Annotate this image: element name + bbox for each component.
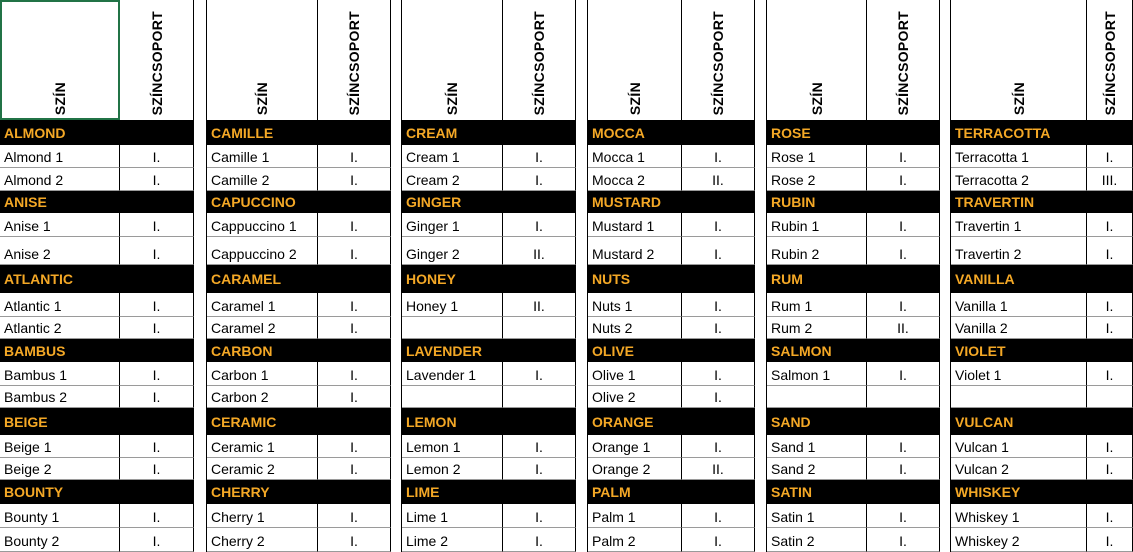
section-band[interactable]: CARBON — [207, 339, 391, 362]
header-group[interactable] — [318, 0, 391, 120]
section-band[interactable]: PALM — [588, 480, 755, 504]
color-name-cell[interactable]: Bounty 1 — [0, 504, 120, 528]
color-name-cell[interactable]: Sand 1 — [767, 435, 867, 458]
color-name-cell[interactable]: Olive 1 — [588, 362, 682, 386]
section-band[interactable]: BAMBUS — [0, 339, 194, 362]
color-group-cell[interactable]: I. — [318, 386, 391, 408]
section-band[interactable]: SATIN — [767, 480, 940, 504]
color-name-cell[interactable] — [402, 317, 503, 339]
section-band[interactable]: BOUNTY — [0, 480, 194, 504]
color-name-cell[interactable]: Almond 1 — [0, 145, 120, 168]
color-group-cell[interactable]: I. — [1087, 293, 1133, 317]
header-color-label: SZÍN — [1010, 81, 1027, 115]
color-group-cell[interactable]: I. — [120, 317, 194, 339]
color-group-cell[interactable]: I. — [867, 213, 940, 237]
section-band[interactable]: LEMON — [402, 408, 576, 435]
color-group-cell[interactable]: I. — [120, 362, 194, 386]
section-band[interactable]: CAMILLE — [207, 120, 391, 145]
color-group-cell[interactable]: I. — [503, 435, 576, 458]
color-group-cell[interactable]: I. — [682, 237, 755, 265]
color-name-cell[interactable]: Lavender 1 — [402, 362, 503, 386]
section-band[interactable]: WHISKEY — [951, 480, 1133, 504]
color-group-cell[interactable]: I. — [867, 528, 940, 552]
color-name-cell[interactable]: Ginger 2 — [402, 237, 503, 265]
table-group — [951, 0, 1133, 552]
color-group-cell[interactable]: I. — [1087, 504, 1133, 528]
section-band[interactable]: ORANGE — [588, 408, 755, 435]
color-name-cell[interactable]: Palm 1 — [588, 504, 682, 528]
section-band[interactable]: TRAVERTIN — [951, 191, 1133, 213]
header-group-label: SZÍNCSOPORT — [531, 10, 547, 115]
color-group-cell[interactable]: III. — [1087, 168, 1133, 191]
header-color[interactable] — [402, 0, 503, 120]
color-name-cell[interactable]: Satin 1 — [767, 504, 867, 528]
color-group-cell[interactable]: I. — [318, 528, 391, 552]
color-name-cell[interactable]: Cherry 2 — [207, 528, 318, 552]
color-name-cell[interactable]: Salmon 1 — [767, 362, 867, 386]
color-name-cell[interactable] — [402, 386, 503, 408]
color-name-cell[interactable]: Terracotta 2 — [951, 168, 1087, 191]
color-group-cell[interactable]: I. — [1087, 237, 1133, 265]
color-group-cell[interactable]: I. — [867, 362, 940, 386]
section-band[interactable]: TERRACOTTA — [951, 120, 1133, 145]
color-group-cell[interactable]: I. — [867, 435, 940, 458]
section-band[interactable]: MOCCA — [588, 120, 755, 145]
color-name-cell[interactable]: Mocca 2 — [588, 168, 682, 191]
color-name-cell[interactable]: Carbon 2 — [207, 386, 318, 408]
color-name-cell[interactable]: Caramel 2 — [207, 317, 318, 339]
group-separator — [206, 0, 207, 552]
color-group-cell[interactable]: I. — [1087, 458, 1133, 480]
color-group-cell[interactable]: II. — [503, 293, 576, 317]
color-name-cell[interactable]: Anise 2 — [0, 237, 120, 265]
section-band[interactable]: LAVENDER — [402, 339, 576, 362]
section-band[interactable]: CHERRY — [207, 480, 391, 504]
color-name-cell[interactable]: Orange 1 — [588, 435, 682, 458]
color-name-cell[interactable]: Orange 2 — [588, 458, 682, 480]
color-name-cell[interactable]: Vulcan 1 — [951, 435, 1087, 458]
color-name-cell[interactable]: Mocca 1 — [588, 145, 682, 168]
section-band[interactable]: CAPUCCINO — [207, 191, 391, 213]
color-group-cell[interactable] — [867, 386, 940, 408]
color-name-cell[interactable]: Mustard 2 — [588, 237, 682, 265]
color-group-cell[interactable]: I. — [318, 504, 391, 528]
color-group-cell[interactable] — [1087, 386, 1133, 408]
section-band[interactable]: SALMON — [767, 339, 940, 362]
color-group-cell[interactable]: I. — [682, 386, 755, 408]
color-group-cell[interactable]: I. — [503, 362, 576, 386]
section-band[interactable]: CREAM — [402, 120, 576, 145]
color-group-cell[interactable]: I. — [318, 168, 391, 191]
color-name-cell[interactable]: Rose 2 — [767, 168, 867, 191]
header-group-label: SZÍNCSOPORT — [1101, 10, 1118, 115]
color-group-cell[interactable]: II. — [682, 458, 755, 480]
header-group[interactable] — [682, 0, 755, 120]
section-band[interactable]: RUBIN — [767, 191, 940, 213]
table-group — [207, 0, 391, 552]
color-group-cell[interactable]: I. — [867, 237, 940, 265]
header-group[interactable] — [867, 0, 940, 120]
color-group-cell[interactable]: II. — [867, 317, 940, 339]
section-band[interactable]: NUTS — [588, 265, 755, 293]
header-group-label: SZÍNCSOPORT — [148, 10, 165, 115]
table-group — [767, 0, 940, 552]
color-group-cell[interactable]: I. — [867, 458, 940, 480]
header-color[interactable] — [207, 0, 318, 120]
color-group-cell[interactable]: I. — [120, 213, 194, 237]
color-name-cell[interactable]: Camille 1 — [207, 145, 318, 168]
section-band[interactable]: VANILLA — [951, 265, 1133, 293]
color-group-cell[interactable]: I. — [318, 362, 391, 386]
color-group-cell[interactable]: I. — [318, 237, 391, 265]
color-name-cell[interactable]: Carbon 1 — [207, 362, 318, 386]
header-group-label: SZÍNCSOPORT — [895, 10, 911, 115]
color-name-cell[interactable]: Cream 1 — [402, 145, 503, 168]
color-name-cell[interactable]: Cream 2 — [402, 168, 503, 191]
section-band[interactable]: OLIVE — [588, 339, 755, 362]
color-group-cell[interactable]: I. — [867, 145, 940, 168]
color-group-cell[interactable]: I. — [120, 293, 194, 317]
color-group-cell[interactable]: I. — [503, 504, 576, 528]
color-name-cell[interactable]: Nuts 2 — [588, 317, 682, 339]
color-group-cell[interactable]: I. — [503, 458, 576, 480]
color-group-cell[interactable] — [503, 386, 576, 408]
color-group-cell[interactable]: I. — [503, 145, 576, 168]
color-group-cell[interactable]: I. — [1087, 362, 1133, 386]
header-group[interactable] — [120, 0, 194, 120]
color-name-cell[interactable]: Lemon 1 — [402, 435, 503, 458]
color-name-cell[interactable]: Vanilla 2 — [951, 317, 1087, 339]
header-group-label: SZÍNCSOPORT — [710, 10, 726, 115]
color-group-cell[interactable]: I. — [682, 293, 755, 317]
color-name-cell[interactable]: Rum 2 — [767, 317, 867, 339]
color-group-cell[interactable]: I. — [867, 168, 940, 191]
section-band[interactable]: ROSE — [767, 120, 940, 145]
group-separator — [766, 0, 767, 552]
section-band[interactable]: ATLANTIC — [0, 265, 194, 293]
color-name-cell[interactable]: Beige 2 — [0, 458, 120, 480]
color-group-cell[interactable]: I. — [503, 213, 576, 237]
section-band[interactable]: CERAMIC — [207, 408, 391, 435]
color-name-cell[interactable]: Rose 1 — [767, 145, 867, 168]
color-group-cell[interactable]: I. — [120, 435, 194, 458]
color-group-cell[interactable]: I. — [682, 213, 755, 237]
color-name-cell[interactable]: Violet 1 — [951, 362, 1087, 386]
color-name-cell[interactable]: Bounty 2 — [0, 528, 120, 552]
color-name-cell[interactable]: Lemon 2 — [402, 458, 503, 480]
color-group-cell[interactable]: I. — [682, 145, 755, 168]
section-band[interactable]: VIOLET — [951, 339, 1133, 362]
color-group-cell[interactable]: I. — [1087, 213, 1133, 237]
section-band[interactable]: CARAMEL — [207, 265, 391, 293]
group-separator — [401, 0, 402, 552]
color-name-cell[interactable]: Vulcan 2 — [951, 458, 1087, 480]
header-color[interactable] — [767, 0, 867, 120]
color-group-cell[interactable]: I. — [120, 386, 194, 408]
group-separator — [587, 0, 588, 552]
color-group-cell[interactable]: I. — [318, 145, 391, 168]
color-name-cell[interactable]: Anise 1 — [0, 213, 120, 237]
color-group-cell[interactable]: I. — [318, 458, 391, 480]
color-group-cell[interactable]: I. — [318, 435, 391, 458]
header-color-label: SZÍN — [808, 81, 825, 115]
color-name-cell[interactable]: Cherry 1 — [207, 504, 318, 528]
color-group-cell[interactable]: I. — [318, 213, 391, 237]
color-name-cell[interactable]: Bambus 1 — [0, 362, 120, 386]
color-name-cell[interactable]: Vanilla 1 — [951, 293, 1087, 317]
color-group-cell[interactable]: I. — [682, 435, 755, 458]
color-group-cell[interactable]: I. — [1087, 435, 1133, 458]
table-group — [402, 0, 576, 552]
color-group-cell[interactable]: II. — [682, 168, 755, 191]
header-color-label: SZÍN — [254, 81, 270, 115]
color-group-cell[interactable]: I. — [120, 168, 194, 191]
section-band[interactable]: VULCAN — [951, 408, 1133, 435]
section-band[interactable]: HONEY — [402, 265, 576, 293]
header-group-label: SZÍNCSOPORT — [346, 10, 362, 115]
color-name-cell[interactable]: Mustard 1 — [588, 213, 682, 237]
header-group[interactable] — [1087, 0, 1133, 120]
color-name-cell[interactable]: Palm 2 — [588, 528, 682, 552]
section-band[interactable]: GINGER — [402, 191, 576, 213]
color-name-cell[interactable]: Lime 2 — [402, 528, 503, 552]
color-group-cell[interactable]: I. — [120, 458, 194, 480]
color-group-cell[interactable]: I. — [503, 528, 576, 552]
color-name-cell[interactable]: Ginger 1 — [402, 213, 503, 237]
color-name-cell[interactable]: Atlantic 1 — [0, 293, 120, 317]
color-name-cell[interactable]: Cappuccino 1 — [207, 213, 318, 237]
color-group-cell[interactable]: I. — [682, 504, 755, 528]
color-name-cell[interactable] — [951, 386, 1087, 408]
color-group-cell[interactable]: I. — [318, 293, 391, 317]
color-name-cell[interactable]: Rum 1 — [767, 293, 867, 317]
color-group-cell[interactable]: I. — [120, 145, 194, 168]
color-group-cell[interactable]: I. — [867, 504, 940, 528]
header-color[interactable] — [0, 0, 120, 120]
color-group-cell[interactable]: I. — [867, 293, 940, 317]
header-color-label: SZÍN — [51, 81, 68, 115]
color-name-cell[interactable]: Olive 2 — [588, 386, 682, 408]
color-name-cell[interactable]: Satin 2 — [767, 528, 867, 552]
header-group[interactable] — [503, 0, 576, 120]
section-band[interactable]: LIME — [402, 480, 576, 504]
color-group-cell[interactable] — [503, 317, 576, 339]
table-group — [0, 0, 194, 552]
color-name-cell[interactable]: Whiskey 1 — [951, 504, 1087, 528]
color-name-cell[interactable]: Whiskey 2 — [951, 528, 1087, 552]
color-name-cell[interactable]: Atlantic 2 — [0, 317, 120, 339]
color-name-cell[interactable]: Travertin 1 — [951, 213, 1087, 237]
color-group-cell[interactable]: II. — [503, 237, 576, 265]
color-name-cell[interactable]: Rubin 1 — [767, 213, 867, 237]
color-group-cell[interactable]: I. — [120, 504, 194, 528]
color-name-cell[interactable]: Honey 1 — [402, 293, 503, 317]
color-group-cell[interactable]: I. — [1087, 145, 1133, 168]
color-name-cell[interactable]: Almond 2 — [0, 168, 120, 191]
group-separator — [950, 0, 951, 552]
color-group-cell[interactable]: I. — [1087, 317, 1133, 339]
color-name-cell[interactable]: Lime 1 — [402, 504, 503, 528]
header-color-label: SZÍN — [444, 81, 460, 115]
color-name-cell[interactable] — [767, 386, 867, 408]
color-name-cell[interactable]: Ceramic 1 — [207, 435, 318, 458]
color-group-cell[interactable]: I. — [318, 317, 391, 339]
color-name-cell[interactable]: Travertin 2 — [951, 237, 1087, 265]
section-band[interactable]: ALMOND — [0, 120, 194, 145]
color-group-cell[interactable]: I. — [503, 168, 576, 191]
table-group — [588, 0, 755, 552]
color-name-cell[interactable]: Ceramic 2 — [207, 458, 318, 480]
color-name-cell[interactable]: Terracotta 1 — [951, 145, 1087, 168]
header-color[interactable] — [951, 0, 1087, 120]
color-group-cell[interactable]: I. — [1087, 528, 1133, 552]
color-name-cell[interactable]: Bambus 2 — [0, 386, 120, 408]
color-name-cell[interactable]: Beige 1 — [0, 435, 120, 458]
section-band[interactable]: MUSTARD — [588, 191, 755, 213]
color-group-cell[interactable]: I. — [682, 362, 755, 386]
section-band[interactable]: BEIGE — [0, 408, 194, 435]
color-group-cell[interactable]: I. — [120, 528, 194, 552]
section-band[interactable]: SAND — [767, 408, 940, 435]
color-group-cell[interactable]: I. — [682, 317, 755, 339]
header-color[interactable] — [588, 0, 682, 120]
color-name-cell[interactable]: Sand 2 — [767, 458, 867, 480]
section-band[interactable]: RUM — [767, 265, 940, 293]
color-group-cell[interactable]: I. — [682, 528, 755, 552]
section-band[interactable]: ANISE — [0, 191, 194, 213]
color-name-cell[interactable]: Rubin 2 — [767, 237, 867, 265]
color-name-cell[interactable]: Cappuccino 2 — [207, 237, 318, 265]
color-name-cell[interactable]: Nuts 1 — [588, 293, 682, 317]
header-color-label: SZÍN — [626, 81, 643, 115]
color-name-cell[interactable]: Camille 2 — [207, 168, 318, 191]
color-group-cell[interactable]: I. — [120, 237, 194, 265]
color-name-cell[interactable]: Caramel 1 — [207, 293, 318, 317]
